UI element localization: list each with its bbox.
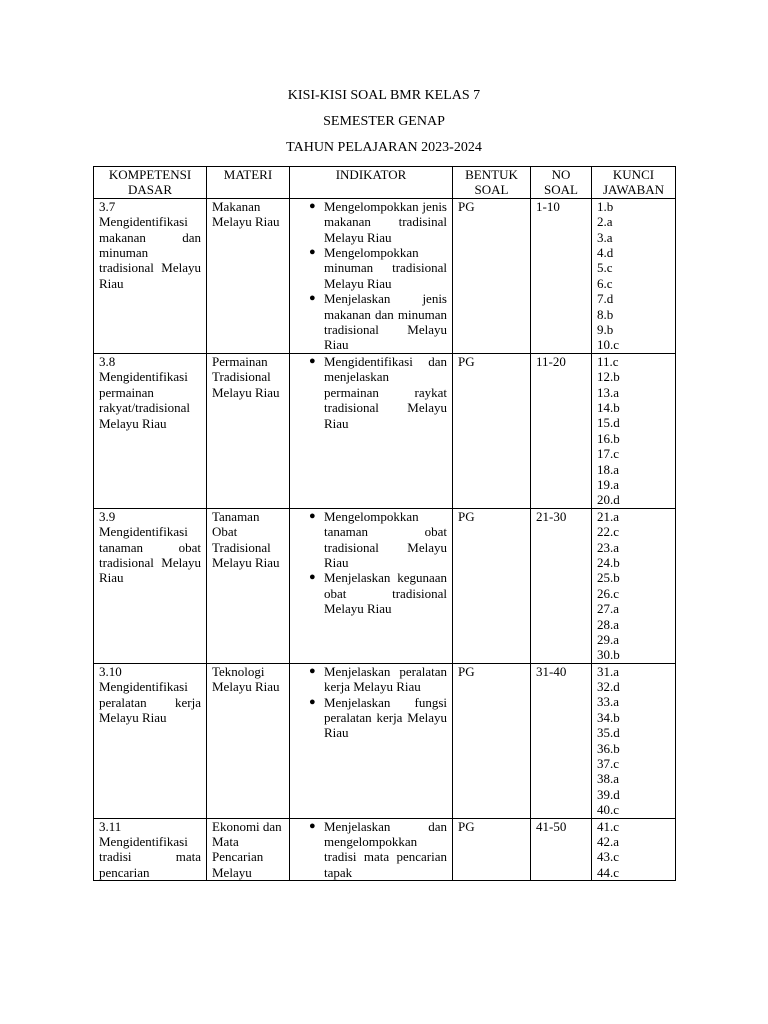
answer-key: 3.a [597,229,613,245]
indikator-item [295,354,447,431]
cell-indikator [290,198,453,353]
cell-kompetensi-dasar [94,818,207,881]
cell-kompetensi-dasar [94,663,207,818]
table-row [94,663,676,818]
title-line-2: SEMESTER GENAP [323,114,445,129]
indikator-item [295,695,447,741]
answer-key: 39.d [597,786,620,802]
answer-key: 38.a [597,771,620,787]
answer-key: 25.b [597,570,620,586]
answer-key: 32.d [597,679,620,695]
cell-materi: Teknologi Melayu Riau [207,663,290,818]
answer-key: 23.a [597,539,620,555]
cell-kompetensi-dasar [94,198,207,353]
cell-kunci-jawaban [592,663,676,818]
answer-key: 43.c [597,849,620,865]
answer-key: 37.c [597,756,620,772]
indikator-text: Mengidentifikasi dan menjelaskan permainan raykat tradisional Melayu Riau [324,353,447,431]
bullet-icon: ● [309,509,316,522]
table-row [94,353,676,508]
bullet-icon: ● [309,199,316,212]
answer-key: 16.b [597,430,620,446]
cell-indikator [290,353,453,508]
kisi-kisi-table [93,166,676,881]
header-no-soal: NO SOAL [531,167,592,199]
answer-key: 19.a [597,477,620,492]
answer-key: 21.a [597,508,620,524]
cell-indikator [290,508,453,663]
answer-key: 34.b [597,709,620,725]
kd-description: Mengidentifikasi permainan rakyat/tradisional Melayu Riau [99,369,190,431]
indikator-list [295,664,447,741]
answer-key: 22.c [597,524,620,540]
table-body [94,198,676,880]
bullet-icon: ● [309,695,316,708]
kd-description: Mengidentifikasi makanan dan minuman tradisional Melayu Riau [99,214,201,291]
answer-key: 15.d [597,415,620,431]
indikator-text: Menjelaskan peralatan kerja Melayu Riau [324,663,447,695]
answer-key: 13.a [597,384,620,400]
indikator-text: Mengelompokkan jenis makanan tradisinal Melayu Riau [324,198,447,245]
cell-bentuk-soal: PG [453,663,531,818]
answer-key: 44.c [597,864,620,880]
answer-key: 42.a [597,833,620,849]
answer-key: 30.b [597,647,620,663]
answer-key: 1.b [597,198,614,214]
answer-key: 7.d [597,291,614,307]
indikator-item [295,245,447,291]
table-row [94,508,676,663]
cell-materi: Ekonomi dan Mata Pencarian Melayu [207,818,290,881]
bullet-icon: ● [309,292,316,305]
answer-key: 2.a [597,214,613,230]
indikator-list [295,199,447,353]
answer-key: 17.c [597,446,620,462]
indikator-item [295,570,447,616]
cell-bentuk-soal: PG [453,508,531,663]
cell-kunci-jawaban [592,818,676,881]
indikator-item [295,291,447,353]
cell-no-soal: 11-20 [531,353,592,508]
kd-number: 3.7 [99,198,116,214]
answer-key: 5.c [597,260,613,276]
bullet-icon: ● [309,354,316,367]
cell-bentuk-soal: PG [453,353,531,508]
cell-kompetensi-dasar [94,353,207,508]
answer-key: 27.a [597,601,620,617]
indikator-text: Menjelaskan kegunaan obat tradisional Melayu Riau [324,570,447,617]
kd-number: 3.10 [99,663,122,679]
indikator-list [295,354,447,431]
answer-key: 28.a [597,616,620,632]
cell-kunci-jawaban [592,353,676,508]
indikator-list [295,819,447,881]
answer-key: 24.b [597,554,620,570]
indikator-text: Menjelaskan jenis makanan dan minuman tradisional Melayu Riau [324,291,447,353]
table-header-row [94,167,676,199]
answer-key: 29.a [597,631,620,647]
cell-indikator [290,663,453,818]
indikator-text: Menjelaskan dan mengelompokkan tradisi mata pencarian tapak [324,818,447,880]
indikator-item [295,664,447,695]
answer-key: 14.b [597,400,620,416]
indikator-item [295,819,447,881]
header-indikator: INDIKATOR [290,167,453,199]
answer-key: 31.a [597,663,620,679]
answer-key: 41.c [597,818,620,834]
kd-description: Mengidentifikasi tradisi mata pencarian [99,834,201,880]
header-bentuk-soal: BENTUK SOAL [453,167,531,199]
cell-materi: Permainan Tradisional Melayu Riau [207,353,290,508]
table-row [94,818,676,881]
answer-key: 18.a [597,461,620,477]
indikator-text: Mengelompokkan tanaman obat tradisional Melayu Riau [324,508,447,570]
title-line-1: KISI-KISI SOAL BMR KELAS 7 [287,88,481,103]
indikator-text: Mengelompokkan minuman tradisional Melayu Riau [324,245,447,291]
answer-key: 35.d [597,725,620,741]
answer-key: 12.b [597,369,620,385]
bullet-icon: ● [309,664,316,677]
bullet-icon: ● [309,571,316,584]
cell-kunci-jawaban [592,508,676,663]
cell-kompetensi-dasar [94,508,207,663]
kd-description: Mengidentifikasi peralatan kerja Melayu Riau [99,679,201,725]
cell-indikator [290,818,453,881]
answer-key: 6.c [597,275,613,291]
indikator-list [295,509,447,617]
cell-no-soal: 31-40 [531,663,592,818]
answer-key: 20.d [597,492,620,508]
indikator-item [295,509,447,571]
indikator-item [295,199,447,245]
answer-key: 36.b [597,740,620,756]
cell-materi: Tanaman Obat Tradisional Melayu Riau [207,508,290,663]
answer-key: 4.d [597,244,614,260]
cell-bentuk-soal: PG [453,818,531,881]
answer-key: 11.c [597,353,619,369]
cell-no-soal: 1-10 [531,198,592,353]
answer-key: 33.a [597,694,620,710]
bullet-icon: ● [309,246,316,259]
indikator-text: Menjelaskan fungsi peralatan kerja Melayu Riau [324,694,447,741]
cell-materi: Makanan Melayu Riau [207,198,290,353]
answer-key: 9.b [597,321,614,337]
cell-no-soal: 41-50 [531,818,592,881]
header-kompetensi-dasar: KOMPETENSI DASAR [94,167,207,199]
answer-key: 8.b [597,306,614,322]
document-title-block [0,86,768,164]
kd-number: 3.8 [99,353,116,369]
header-materi: MATERI [207,167,290,199]
answer-key: 40.c [597,802,620,818]
cell-bentuk-soal: PG [453,198,531,353]
kd-description: Mengidentifikasi tanaman obat tradisional Melayu Riau [99,524,201,586]
kd-number: 3.11 [99,818,122,834]
cell-no-soal: 21-30 [531,508,592,663]
title-line-3: TAHUN PELAJARAN 2023-2024 [286,140,482,155]
kd-number: 3.9 [99,508,116,524]
cell-kunci-jawaban [592,198,676,353]
header-kunci-jawaban: KUNCI JAWABAN [592,167,676,199]
answer-key: 10.c [597,337,620,353]
answer-key: 26.c [597,585,620,601]
bullet-icon: ● [309,819,316,832]
table-row [94,198,676,353]
